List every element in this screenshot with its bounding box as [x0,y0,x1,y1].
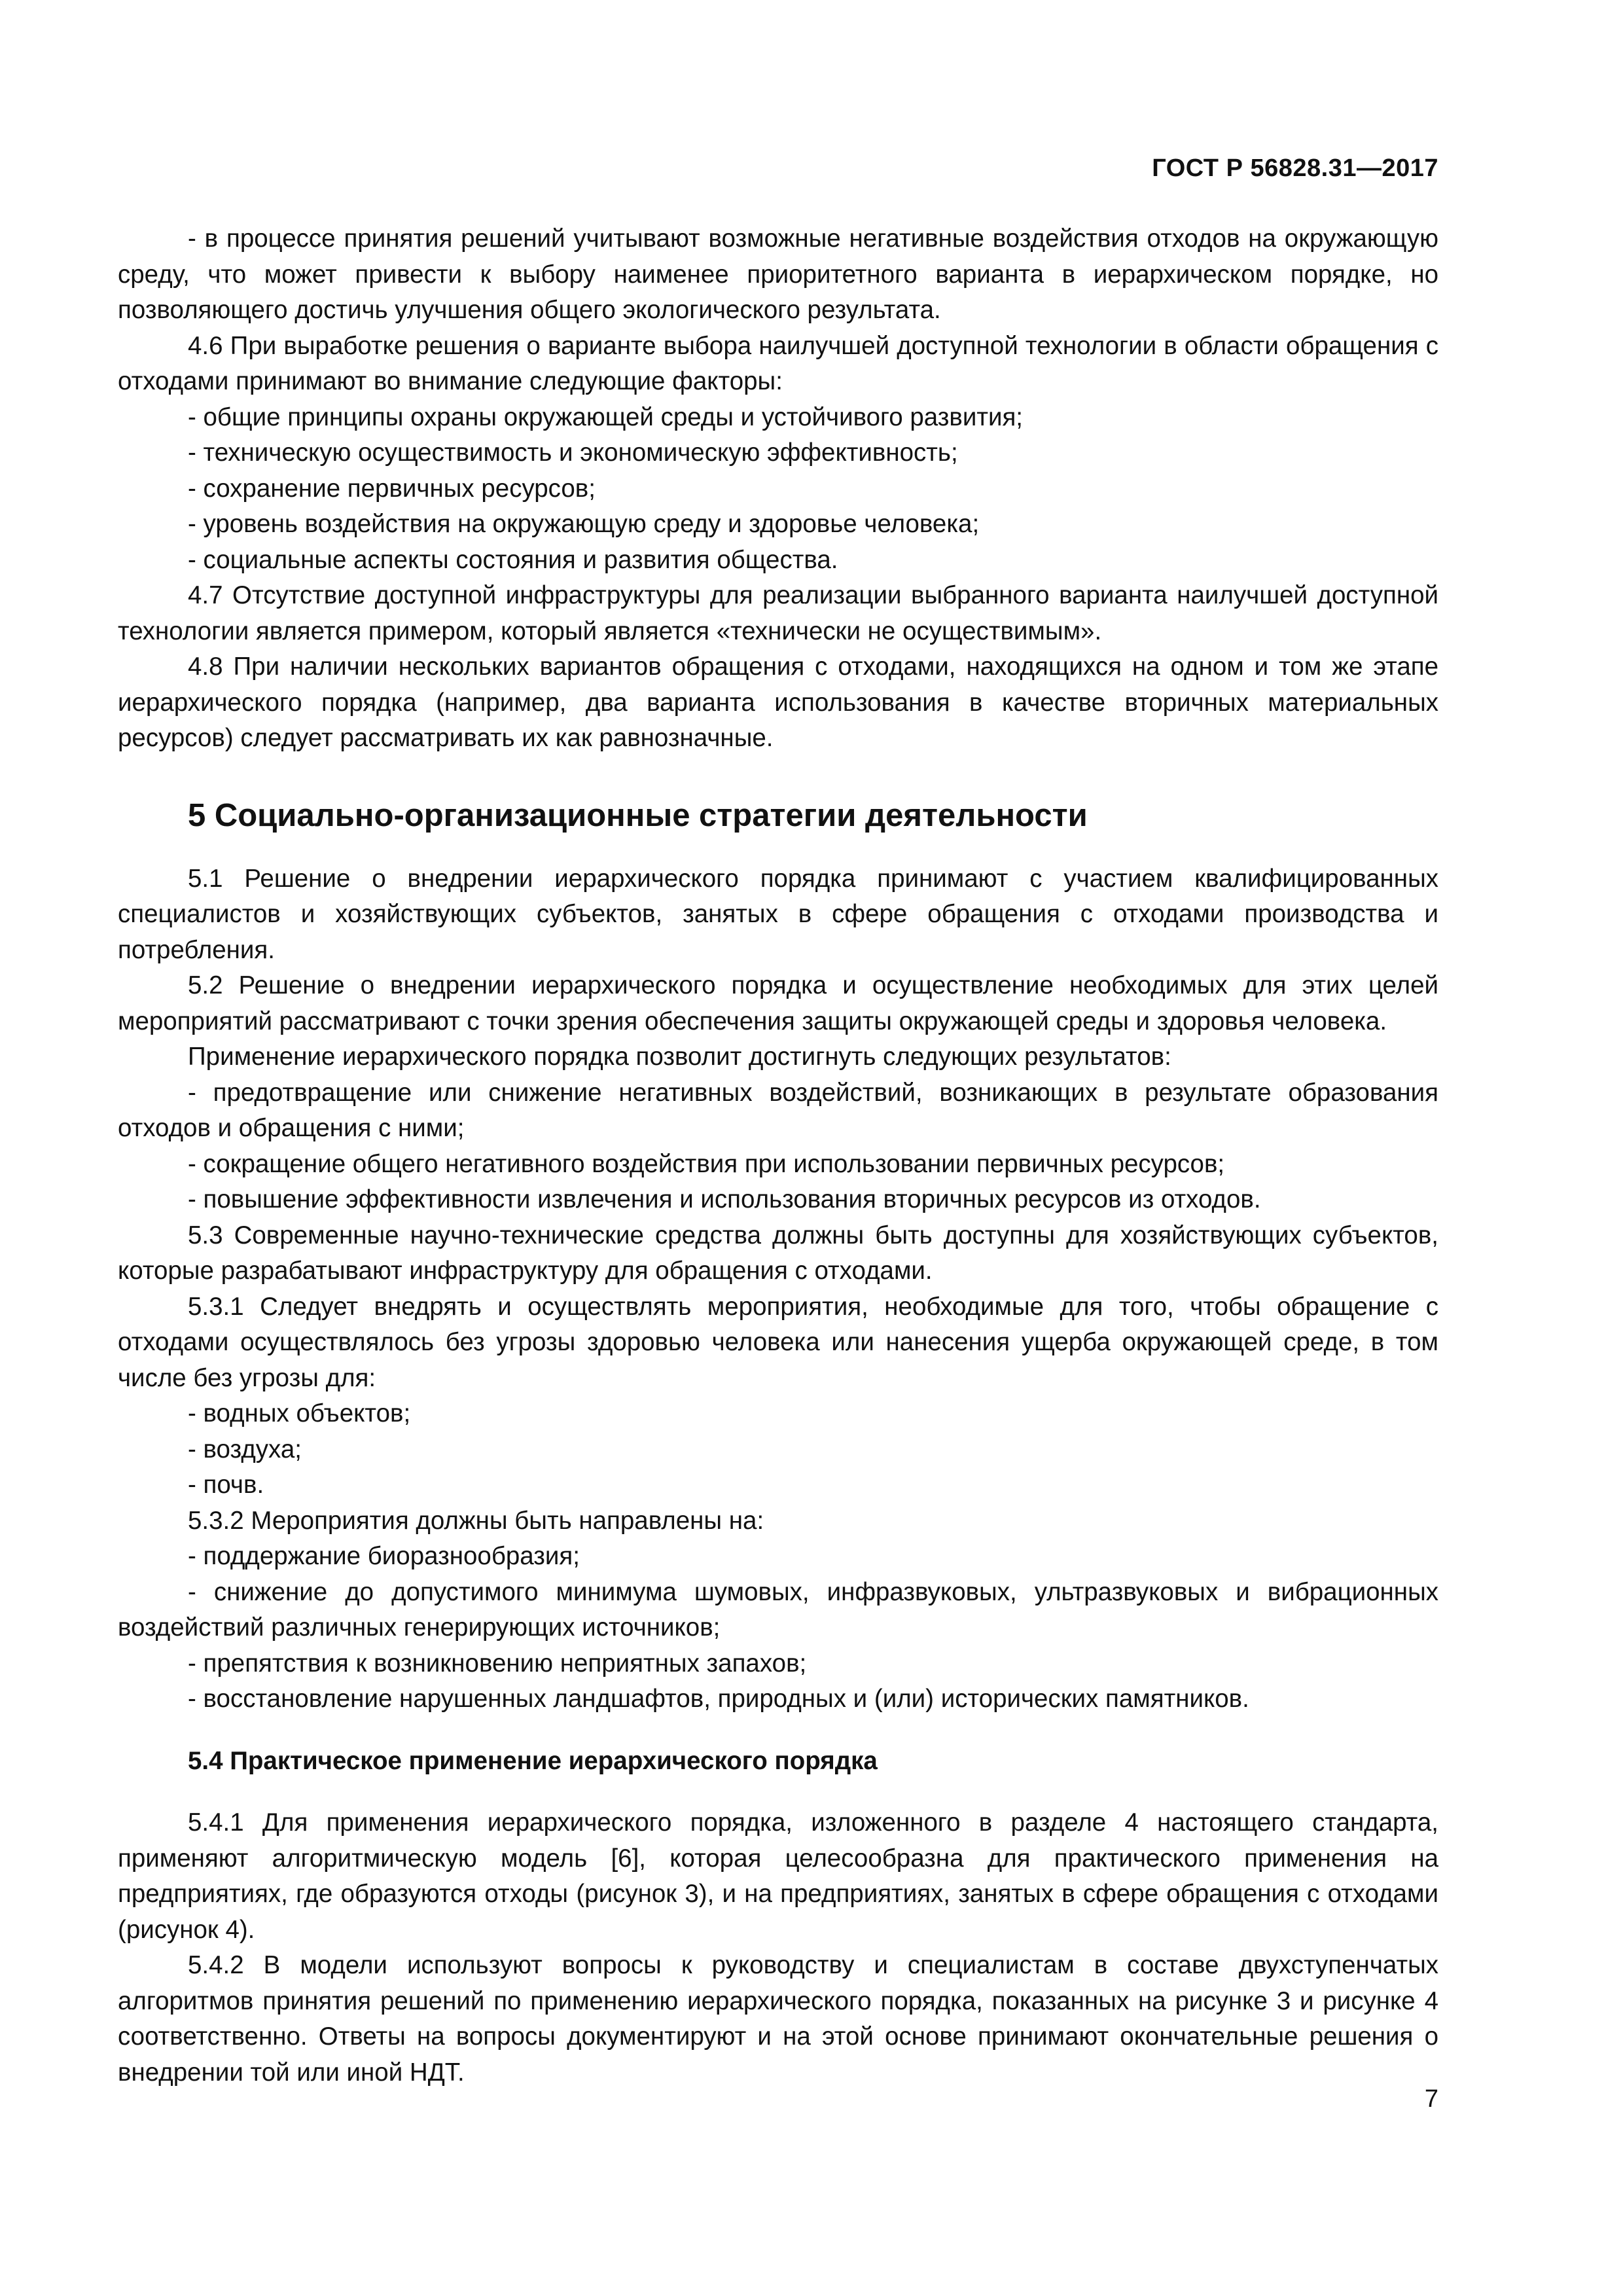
document-code-header: ГОСТ Р 56828.31—2017 [1152,154,1438,182]
list-item-factor: - уровень воздействия на окружающую среду и здоровье человека; [188,510,980,538]
list-item-threat: - воздуха; [188,1435,302,1463]
paragraph-5-3-2: 5.3.2 Мероприятия должны быть направлены на: [188,1506,764,1535]
list-item-factor: - общие принципы охраны окружающей среды и устойчивого развития; [188,403,1024,431]
paragraph-5-2-results-intro: Применение иерархического порядка позволит достигнуть следующих результатов: [188,1043,1171,1071]
page-number: 7 [1424,2085,1438,2113]
list-item-measure: - восстановление нарушенных ландшафтов, природных и (или) исторических памятников. [188,1685,1249,1713]
paragraph-5-4-1: 5.4.1 Для применения иерархического порядка, изложенного в разделе 4 настоящего стандарта, применяют алгоритмическую модель [6], которая целесообразна для практического применения на предприятиях, где образуются отходы (рисунок 3), и на предприятиях, занятых в сфере обращения с отходами (рисунок 4). [118,1808,1438,1944]
paragraph-5-3: 5.3 Современные научно-технические средства должны быть доступны для хозяйствующих субъектов, которые разрабатывают инфраструктуру для обращения с отходами. [118,1221,1438,1285]
paragraph-5-4-2: 5.4.2 В модели используют вопросы к руководству и специалистам в составе двухступенчатых алгоритмов принятия решений по применению иерархического порядка, показанных на рисунке 3 и рисунке 4 соответственно. Ответы на вопросы документируют и на этой основе принимают окончательные решения о внедрении той или иной НДТ. [118,1951,1438,2087]
paragraph-5-2: 5.2 Решение о внедрении иерархического порядка и осуществление необходимых для этих целей мероприятий рассматривают с точки зрения обеспечения защиты окружающей среды и здоровья человека. [118,971,1438,1035]
subsection-5-4-heading: 5.4 Практическое применение иерархического порядка [188,1746,878,1775]
document-body [118,221,1438,2090]
list-item-result: - предотвращение или снижение негативных воздействий, возникающих в результате образования отходов и обращения с ними; [118,1078,1438,1142]
paragraph-bullet-negative-impacts: - в процессе принятия решений учитывают возможные негативные воздействия отходов на окружающую среду, что может привести к выбору наименее приоритетного варианта в иерархическом порядке, но позволяющего достичь улучшения общего экологического результата. [118,224,1438,324]
paragraph-4-6: 4.6 При выработке решения о варианте выбора наилучшей доступной технологии в области обращения с отходами принимают во внимание следующие факторы: [118,331,1438,395]
list-item-factor: - сохранение первичных ресурсов; [188,474,596,503]
list-item-threat: - почв. [188,1471,264,1499]
list-item-measure: - снижение до допустимого минимума шумовых, инфразвуковых, ультразвуковых и вибрационных воздействий различных генерирующих источников; [118,1577,1438,1641]
list-item-threat: - водных объектов; [188,1399,411,1427]
paragraph-4-8: 4.8 При наличии нескольких вариантов обращения с отходами, находящихся на одном и том же этапе иерархического порядка (например, два варианта использования в качестве вторичных материальных ресурсов) следует рассматривать их как равнозначные. [118,653,1438,752]
paragraph-4-7: 4.7 Отсутствие доступной инфраструктуры для реализации выбранного варианта наилучшей доступной технологии является примером, который является «технически не осуществимым». [118,581,1438,645]
section-5-heading: 5 Социально-организационные стратегии деятельности [188,797,1088,833]
paragraph-5-3-1: 5.3.1 Следует внедрять и осуществлять мероприятия, необходимые для того, чтобы обращение с отходами осуществлялось без угрозы здоровью человека или нанесения ущерба окружающей среде, в том числе без угрозы для: [118,1292,1438,1392]
list-item-result: - сокращение общего негативного воздействия при использовании первичных ресурсов; [188,1149,1225,1178]
list-item-measure: - препятствия к возникновению неприятных запахов; [188,1649,807,1677]
paragraph-5-1: 5.1 Решение о внедрении иерархического порядка принимают с участием квалифицированных специалистов и хозяйствующих субъектов, занятых в сфере обращения с отходами производства и потребления. [118,864,1438,964]
list-item-factor: - социальные аспекты состояния и развития общества. [188,545,838,574]
list-item-measure: - поддержание биоразнообразия; [188,1542,580,1570]
list-item-result: - повышение эффективности извлечения и использования вторичных ресурсов из отходов. [188,1185,1261,1213]
list-item-factor: - техническую осуществимость и экономическую эффективность; [188,439,958,467]
